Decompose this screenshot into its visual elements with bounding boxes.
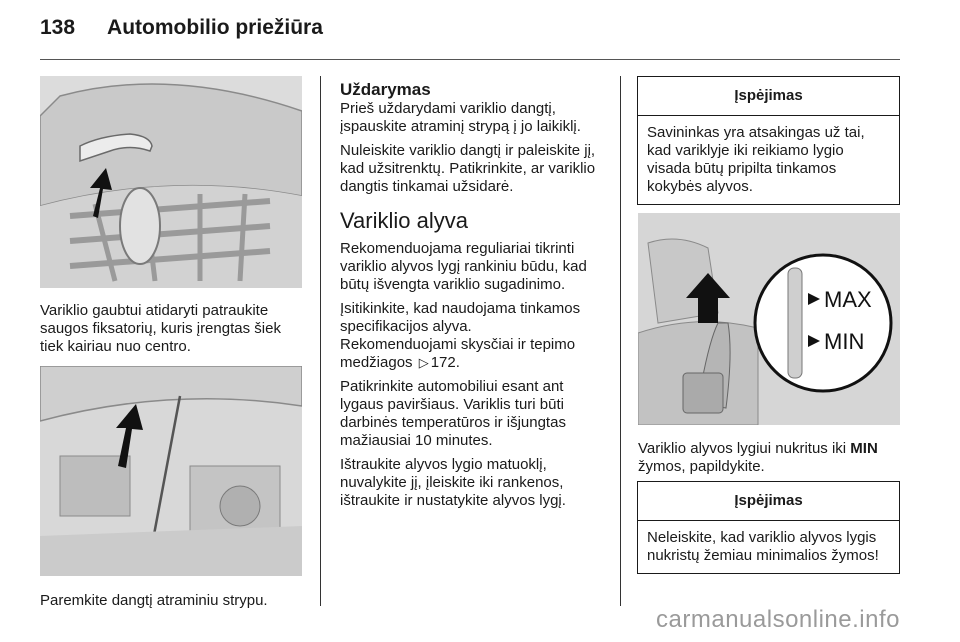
warning-1-title: Įspėjimas <box>638 77 899 116</box>
dipstick-max-label: MAX <box>824 287 872 312</box>
support-strut-illustration <box>40 366 302 576</box>
oil-paragraph-5: Ištraukite alyvos lygio matuoklį, nuvalykite jį, įleiskite iki rankenos, ištraukite ir nustatykite alyvos lygį. <box>340 456 566 509</box>
warning-box-2 <box>637 481 900 574</box>
page-title: Automobilio priežiūra <box>107 16 323 39</box>
dipstick-caption-after: žymos, papildykite. <box>638 458 765 475</box>
hood-release-caption: Variklio gaubtui atidaryti patraukite saugos fiksatorių, kuris įrengtas šiek tiek kairiau nuo centro. <box>40 302 281 355</box>
page-number: 138 <box>40 16 76 39</box>
dipstick-caption-before: Variklio alyvos lygiui nukritus iki <box>638 440 847 457</box>
column-divider-left <box>320 76 321 606</box>
dipstick-illustration <box>638 213 900 425</box>
closing-paragraph-1: Prieš uždarydami variklio dangtį, įspauskite atraminį strypą į jo laikiklį. <box>340 100 581 135</box>
oil-paragraph-2: Įsitikinkite, kad naudojama tinkamos specifikacijos alyva. <box>340 300 581 335</box>
oil-paragraph-3 <box>340 336 606 372</box>
page-header <box>40 16 323 52</box>
dipstick-drawing <box>638 213 900 425</box>
middle-column-text <box>340 80 606 516</box>
engine-oil-heading: Variklio alyva <box>340 208 468 233</box>
support-strut-drawing <box>40 366 302 576</box>
page-reference-link[interactable]: 172. <box>430 354 460 371</box>
warning-1-body: Savininkas yra atsakingas už tai, kad variklyje iki reikiamo lygio visada būtų pripilta tinkamos kokybės alyvos. <box>647 124 865 195</box>
warning-2-title: Įspėjimas <box>638 482 899 521</box>
dipstick-caption <box>638 440 900 476</box>
column-divider-right <box>620 76 621 606</box>
warning-box-1 <box>637 76 900 205</box>
dipstick-min-label: MIN <box>824 329 865 354</box>
header-rule <box>40 59 900 60</box>
hood-release-drawing <box>40 76 302 288</box>
oil-paragraph-1: Rekomenduojama reguliariai tikrinti variklio alyvos lygį rankiniu būdu, kad būtų išvengta variklio sugadinimo. <box>340 240 587 293</box>
dipstick-caption-min: MIN <box>850 440 878 457</box>
watermark: carmanualsonline.info <box>656 606 900 633</box>
closing-paragraph-2: Nuleiskite variklio dangtį ir paleiskite jį, kad užsitrenktų. Patikrinkite, ar variklio dangtis tinkamai užsidarė. <box>340 142 596 195</box>
oil-paragraph-3-text: Rekomenduojami skysčiai ir tepimo medžiagos <box>340 336 576 371</box>
support-strut-caption: Paremkite dangtį atraminiu strypu. <box>40 592 268 609</box>
warning-2-body: Neleiskite, kad variklio alyvos lygis nukristų žemiau minimalios žymos! <box>647 529 879 564</box>
closing-heading: Uždarymas <box>340 80 431 99</box>
oil-paragraph-4: Patikrinkite automobiliui esant ant lygaus paviršiaus. Variklis turi būti darbinės temperatūros ir išjungtas mažiausiai 10 minutes. <box>340 378 566 449</box>
hood-release-illustration <box>40 76 302 288</box>
page-reference-icon: ▷ <box>418 355 429 370</box>
